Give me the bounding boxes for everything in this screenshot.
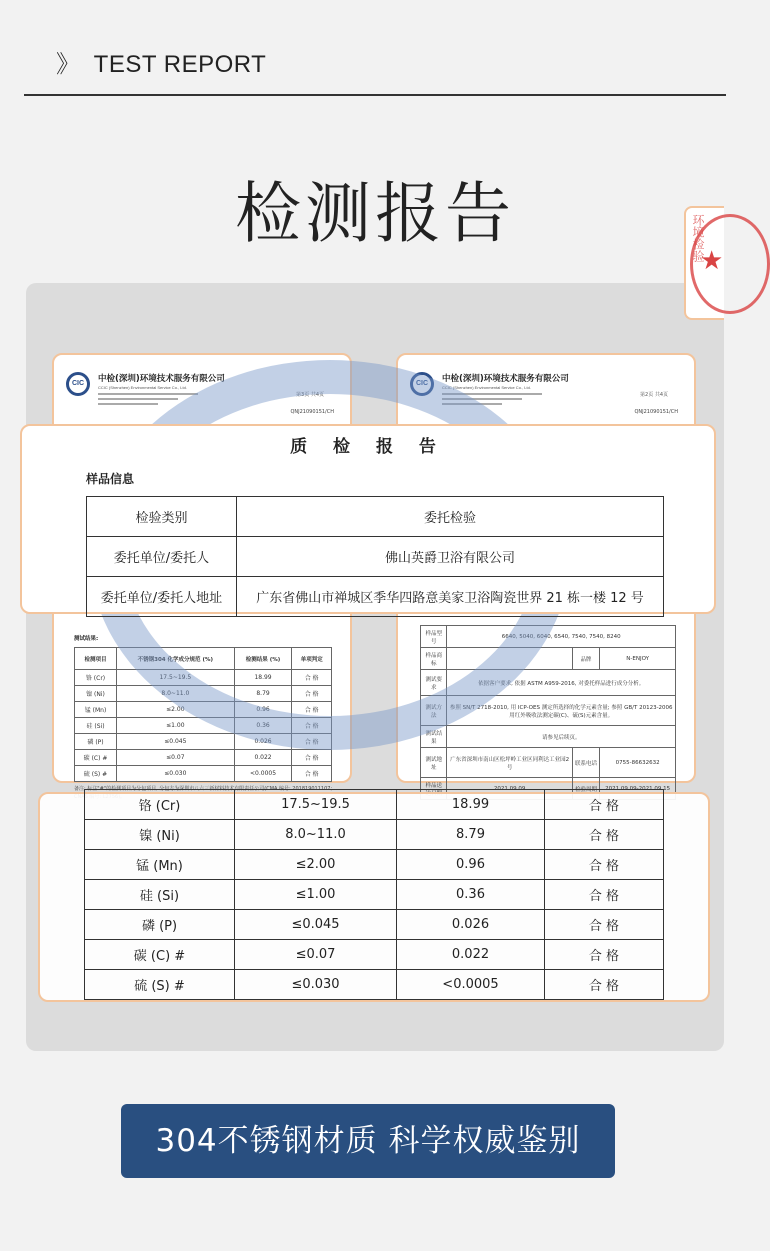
table-row: 锰 (Mn) ≤2.00 0.96 合 格: [85, 850, 664, 880]
star-icon: ★: [700, 246, 724, 276]
table-row: 测试方法 参照 SN/T 2718-2010, 用 ICP-OES 测定所选择的化学元素含量; 参照 GB/T 20123-2006 用红外吸收法测定碳(C)、硫(S)元素含量。: [421, 696, 676, 726]
field-label: 委托单位/委托人地址: [87, 577, 237, 617]
table-row: 碳 (C) # ≤0.07 0.022 合 格: [85, 940, 664, 970]
table-row: 碳 (C) # ≤0.07 0.022 合 格: [75, 750, 332, 766]
table-row: 铬 (Cr) 17.5~19.5 18.99 合 格: [85, 790, 664, 820]
org-name: 中检(深圳)环境技术服务有限公司: [442, 374, 569, 384]
header-label: TEST REPORT: [93, 51, 267, 78]
table-row: 磷 (P) ≤0.045 0.026 合 格: [85, 910, 664, 940]
footnote: 备注: 标注"#"的检测项目为分包项目, 分包方为深圳市八六三新材料技术有限责任公司(CMA 编号: 201819011107;: [74, 786, 333, 792]
mini-results-table: [74, 647, 332, 782]
results-table: [84, 789, 664, 1000]
report-number: QNJ21090151/CH: [290, 409, 334, 415]
table-row: 测试要求 依据客户要求, 依据 ASTM A959-2016, 对委托样品进行成分分析。: [421, 670, 676, 696]
official-stamp: [684, 206, 724, 320]
table-row: [87, 537, 664, 577]
table-row: 样品商标 品牌 N-ENJOY: [421, 648, 676, 670]
section-header: [56, 44, 266, 79]
table-row: 磷 (P) ≤0.045 0.026 合 格: [75, 734, 332, 750]
header-divider: [24, 94, 726, 96]
field-value: 佛山英爵卫浴有限公司: [237, 537, 664, 577]
org-name-en: CCIC (Shenzhen) Environmental Service Co., Ltd.: [442, 385, 531, 390]
table-header: 单项判定: [292, 648, 332, 670]
chevron-icon: 》: [56, 51, 81, 78]
table-row: 硫 (S) # ≤0.030 <0.0005 合 格: [85, 970, 664, 1000]
table-row: 铬 (Cr) 17.5~19.5 18.99 合 格: [75, 670, 332, 686]
divider: [98, 403, 158, 405]
table-row: 硅 (Si) ≤1.00 0.36 合 格: [75, 718, 332, 734]
sample-info-table: [86, 496, 664, 617]
page-title: 检测报告: [235, 175, 515, 252]
divider: [442, 403, 502, 405]
sample-details-table: [420, 625, 676, 800]
cic-logo-icon: CIC: [410, 372, 434, 396]
table-row: 镍 (Ni) 8.0~11.0 8.79 合 格: [75, 686, 332, 702]
page-number: 第2页 共4页: [640, 392, 668, 398]
table-row: 样品型号 6640, 5040, 6040, 6540, 7540, 7540, 8240: [421, 626, 676, 648]
table-row: 测试地址 广东省深圳市南山区松坪岭工业区同利达工业园2号 联系电话 0755-86632632: [421, 748, 676, 778]
org-name-en: CCIC (Shenzhen) Environmental Service Co., Ltd.: [98, 385, 187, 390]
page-number: 第3页 共4页: [296, 392, 324, 398]
table-row: 锰 (Mn) ≤2.00 0.96 合 格: [75, 702, 332, 718]
table-row: 硅 (Si) ≤1.00 0.36 合 格: [85, 880, 664, 910]
results-card: [38, 792, 710, 1002]
field-value: 委托检验: [237, 497, 664, 537]
table-header: 检测项目: [75, 648, 117, 670]
divider: [98, 398, 178, 400]
table-row: 镍 (Ni) 8.0~11.0 8.79 合 格: [85, 820, 664, 850]
divider: [442, 398, 522, 400]
field-label: 委托单位/委托人: [87, 537, 237, 577]
divider: [442, 393, 542, 395]
section-label: 样品信息: [86, 472, 135, 486]
stamp-text: 环境检验: [691, 214, 705, 262]
table-row: [87, 577, 664, 617]
org-name: 中检(深圳)环境技术服务有限公司: [98, 374, 225, 384]
section-label: 测试结果:: [74, 636, 99, 642]
table-header: 检测结果 (%): [234, 648, 292, 670]
table-row: 测试结果 请参见后续页。: [421, 726, 676, 748]
report-title: 质 检 报 告: [290, 437, 446, 457]
report-number: QNJ21090151/CH: [634, 409, 678, 415]
table-header: 不锈钢304 化学成分规范 (%): [117, 648, 235, 670]
field-label: 检验类别: [87, 497, 237, 537]
material-banner: 304不锈钢材质 科学权威鉴别: [121, 1104, 615, 1178]
quality-report-card: [20, 424, 716, 614]
cic-logo-icon: CIC: [66, 372, 90, 396]
table-row: [87, 497, 664, 537]
table-row: 硫 (S) # ≤0.030 <0.0005 合 格: [75, 766, 332, 782]
table-row: 样品送 2021.09.09 检验周期 2021.09.09-2021.09.15: [421, 778, 676, 800]
field-value: 广东省佛山市禅城区季华四路意美家卫浴陶瓷世界 21 栋一楼 12 号: [237, 577, 664, 617]
divider: [98, 393, 198, 395]
